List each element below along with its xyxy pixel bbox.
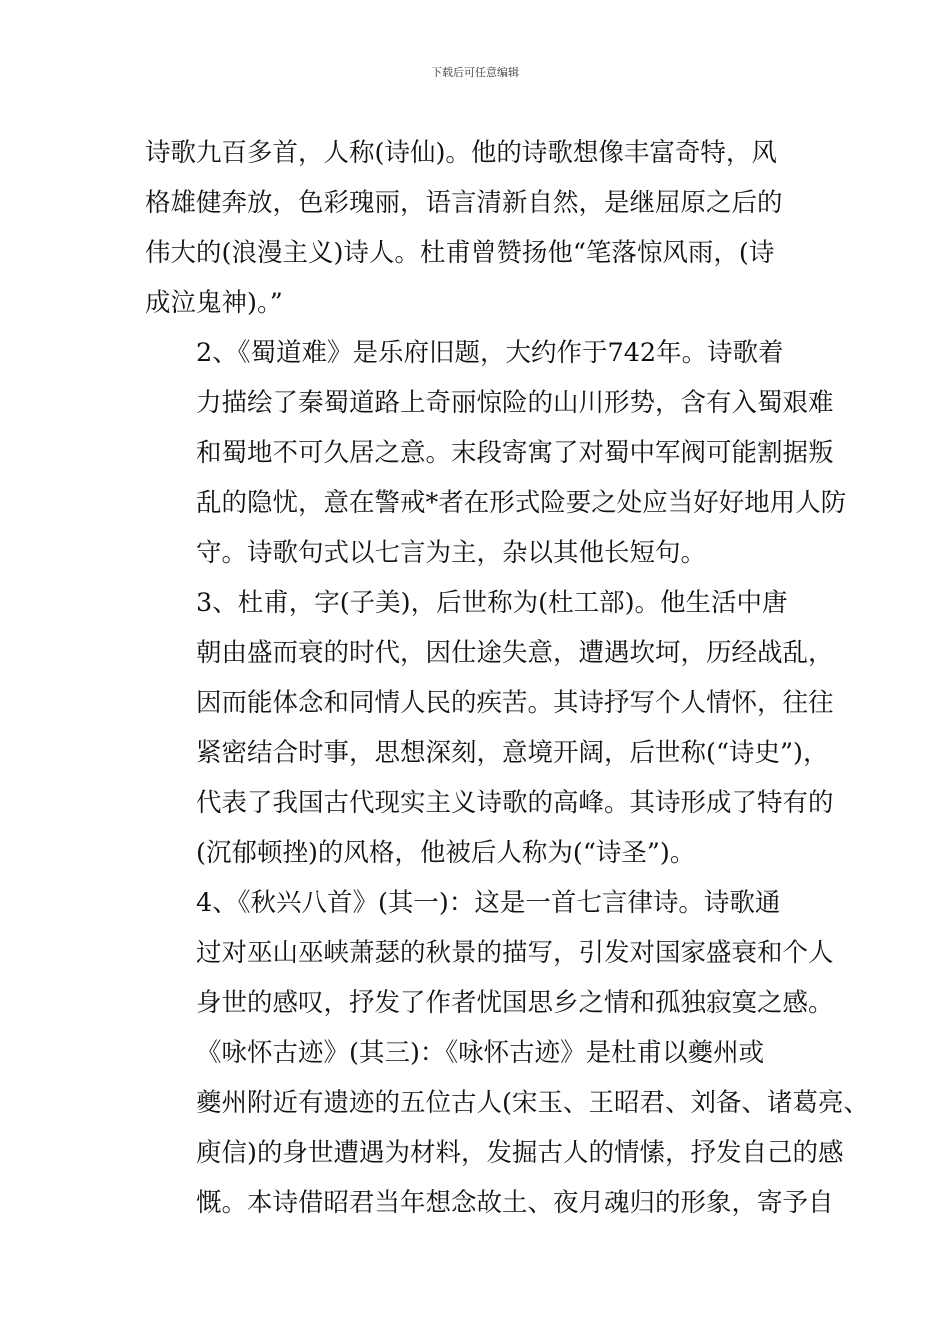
- paragraph: [145, 328, 847, 578]
- document-body: [145, 128, 869, 1228]
- paragraph: [145, 128, 815, 328]
- text-line: 守。诗歌句式以七言为主，杂以其他长短句。: [196, 538, 707, 568]
- page-header: 下载后可任意编辑: [431, 66, 519, 79]
- text-line: (沉郁顿挫)的风格，他被后人称为(“诗圣”)。: [196, 838, 696, 868]
- paragraph: [145, 578, 834, 878]
- text-line: 力描绘了秦蜀道路上奇丽惊险的山川形势，含有入蜀艰难: [196, 388, 834, 418]
- text-line: 慨。本诗借昭君当年想念故土、夜月魂归的形象，寄予自: [196, 1188, 834, 1218]
- text-line: 过对巫山巫峡萧瑟的秋景的描写，引发对国家盛衰和个人: [196, 938, 834, 968]
- text-line: 因而能体念和同情人民的疾苦。其诗抒写个人情怀，往往: [196, 688, 834, 718]
- text-line: 紧密结合时事，思想深刻，意境开阔，后世称(“诗史”)，: [196, 738, 829, 768]
- text-line: 庾信)的身世遭遇为材料，发掘古人的情愫，抒发自己的感: [196, 1138, 844, 1168]
- text-line: 夔州附近有遗迹的五位古人(宋玉、王昭君、刘备、诸葛亮、: [196, 1088, 869, 1118]
- text-line: 诗歌九百多首，人称(诗仙)。他的诗歌想像丰富奇特，风: [145, 138, 777, 168]
- text-line: 代表了我国古代现实主义诗歌的高峰。其诗形成了特有的: [196, 788, 834, 818]
- text-line: 乱的隐忧，意在警戒*者在形式险要之处应当好好地用人防: [196, 488, 847, 518]
- text-line: 身世的感叹，抒发了作者忧国思乡之情和孤独寂寞之感。: [196, 988, 834, 1018]
- text-line: 格雄健奔放，色彩瑰丽，语言清新自然，是继屈原之后的: [145, 188, 783, 218]
- text-line: 4、《秋兴八首》(其一)：这是一首七言律诗。诗歌通: [196, 888, 781, 918]
- text-line: 朝由盛而衰的时代，因仕途失意，遭遇坎坷，历经战乱，: [196, 638, 834, 668]
- paragraph: [145, 1028, 869, 1228]
- text-line: 3、杜甫，字(子美)，后世称为(杜工部)。他生活中唐: [196, 588, 788, 618]
- text-line: 伟大的(浪漫主义)诗人。杜甫曾赞扬他“笔落惊风雨，(诗: [145, 238, 775, 268]
- text-line: 成泣鬼神)。”: [145, 288, 283, 318]
- text-line: 《咏怀古迹》(其三)：《咏怀古迹》是杜甫以夔州或: [196, 1038, 765, 1068]
- text-line: 2、《蜀道难》是乐府旧题，大约作于742年。诗歌着: [196, 338, 784, 368]
- paragraph: [145, 878, 834, 1028]
- text-line: 和蜀地不可久居之意。末段寄寓了对蜀中军阀可能割据叛: [196, 438, 834, 468]
